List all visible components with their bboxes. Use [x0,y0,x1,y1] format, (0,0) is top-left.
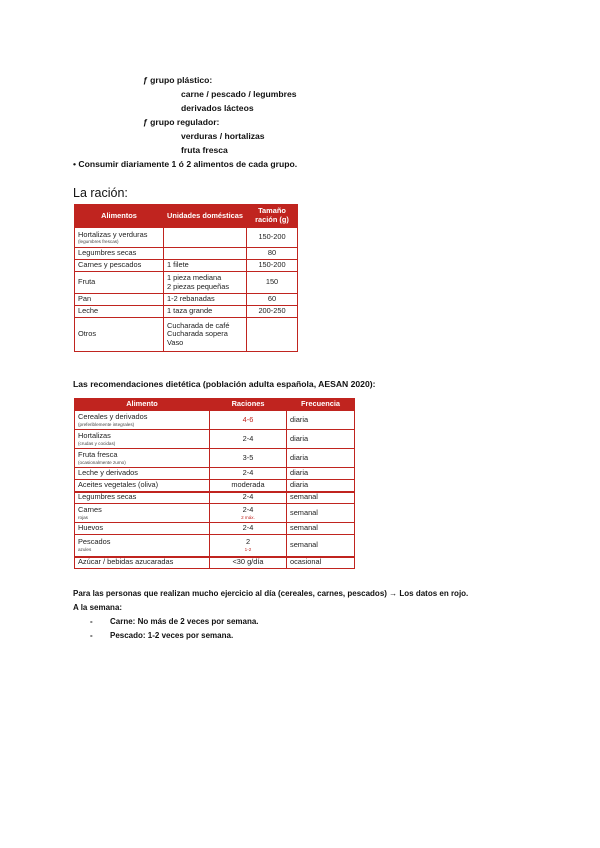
racion-size [247,318,298,352]
recom-food: Leche y derivados [75,468,210,480]
table-row [75,557,355,569]
recom-freq: ocasional [287,557,355,569]
recom-rations: <30 g/día [210,557,287,569]
group-regulador-item: verduras / hortalizas [181,131,265,141]
racion-header: Alimentos [75,205,164,228]
group-regulador [143,117,219,127]
recomendaciones-table [74,398,355,569]
racion-food: Pan [75,294,164,306]
recom-food: Azúcar / bebidas azucaradas [75,557,210,569]
racion-units: 1 filete [164,260,247,272]
recom-food: Legumbres secas [75,492,210,504]
racion-units: 1-2 rebanadas [164,294,247,306]
recom-header: Raciones [210,399,287,411]
recom-food: Pescados azules [75,535,210,557]
recom-freq: semanal [287,492,355,504]
list-item [90,631,233,640]
table-row [75,272,298,294]
recom-freq: semanal [287,523,355,535]
recom-freq: diaria [287,480,355,492]
table-row [75,480,355,492]
table-row [75,449,355,468]
racion-food: Otros [75,318,164,352]
table-row [75,294,298,306]
recom-rations: 3-5 [210,449,287,468]
racion-size: 150 [247,272,298,294]
table-row [75,535,355,557]
group-plastico-item: carne / pescado / legumbres [181,89,297,99]
recomendaciones-heading: Las recomendaciones dietética (población adulta española, AESAN 2020): [73,379,376,389]
table-row [75,228,298,248]
racion-units: 1 pieza mediana 2 piezas pequeñas [164,272,247,294]
recom-header: Alimento [75,399,210,411]
table-row [75,523,355,535]
racion-size: 150-200 [247,260,298,272]
racion-units [164,248,247,260]
racion-units [164,228,247,248]
racion-table [74,204,298,352]
group-regulador-title: grupo regulador: [150,117,220,127]
table-row [75,260,298,272]
group-regulador-item: fruta fresca [181,145,228,155]
table-row [75,504,355,523]
recom-rations: moderada [210,480,287,492]
recom-rations: 2-4 [210,468,287,480]
dash-marker: - [90,631,93,640]
racion-food: Fruta [75,272,164,294]
racion-food: Legumbres secas [75,248,164,260]
bullet-symbol: ƒ [143,75,148,85]
racion-size: 80 [247,248,298,260]
racion-units: 1 taza grande [164,306,247,318]
recom-rations: 2-4 2 máx. [210,504,287,523]
racion-units: Cucharada de café Cucharada sopera Vaso [164,318,247,352]
racion-food: Carnes y pescados [75,260,164,272]
recom-food: Aceites vegetales (oliva) [75,480,210,492]
group-plastico-title: grupo plástico: [150,75,213,85]
racion-food: Leche [75,306,164,318]
recom-food: Carnes rojas [75,504,210,523]
racion-header: Tamaño ración (g) [247,205,298,228]
list-item-text: Pescado: 1-2 veces por semana. [110,631,234,640]
recom-freq: semanal [287,504,355,523]
recom-rations: 2 1-2 [210,535,287,557]
racion-food: Hortalizas y verduras (legumbres frescas) [75,228,164,248]
table-row [75,306,298,318]
recom-freq: diaria [287,468,355,480]
racion-heading: La ración: [73,186,128,200]
recom-freq: diaria [287,411,355,430]
recom-header: Frecuencia [287,399,355,411]
recom-freq: semanal [287,535,355,557]
table-row [75,492,355,504]
recom-rations: 2-4 [210,523,287,535]
recom-food: Cereales y derivados (preferiblemente integrales) [75,411,210,430]
list-item [90,617,259,626]
racion-size: 150-200 [247,228,298,248]
recom-rations: 2-4 [210,430,287,449]
group-plastico-item: derivados lácteos [181,103,254,113]
table-row [75,430,355,449]
racion-header: Unidades domésticas [164,205,247,228]
table-row [75,411,355,430]
recom-food: Fruta fresca (ocasionalmente zumo) [75,449,210,468]
dash-marker: - [90,617,93,626]
list-item-text: Carne: No más de 2 veces por semana. [110,617,259,626]
bullet-symbol: ƒ [143,117,148,127]
group-plastico [143,75,212,85]
groups-note: • Consumir diariamente 1 ó 2 alimentos de cada grupo. [73,159,298,169]
footer-line2: A la semana: [73,603,123,612]
recom-freq: diaria [287,449,355,468]
recom-rations: 2-4 [210,492,287,504]
recom-food: Huevos [75,523,210,535]
recom-freq: diaria [287,430,355,449]
racion-size: 200-250 [247,306,298,318]
recom-food: Hortalizas (crudas y cocidas) [75,430,210,449]
footer-line1: Para las personas que realizan mucho ejercicio al día (cereales, carnes, pescados) → Los datos en rojo. [73,589,469,598]
table-row [75,318,298,352]
racion-size: 60 [247,294,298,306]
recom-rations: 4-6 [210,411,287,430]
table-row [75,468,355,480]
table-row [75,248,298,260]
